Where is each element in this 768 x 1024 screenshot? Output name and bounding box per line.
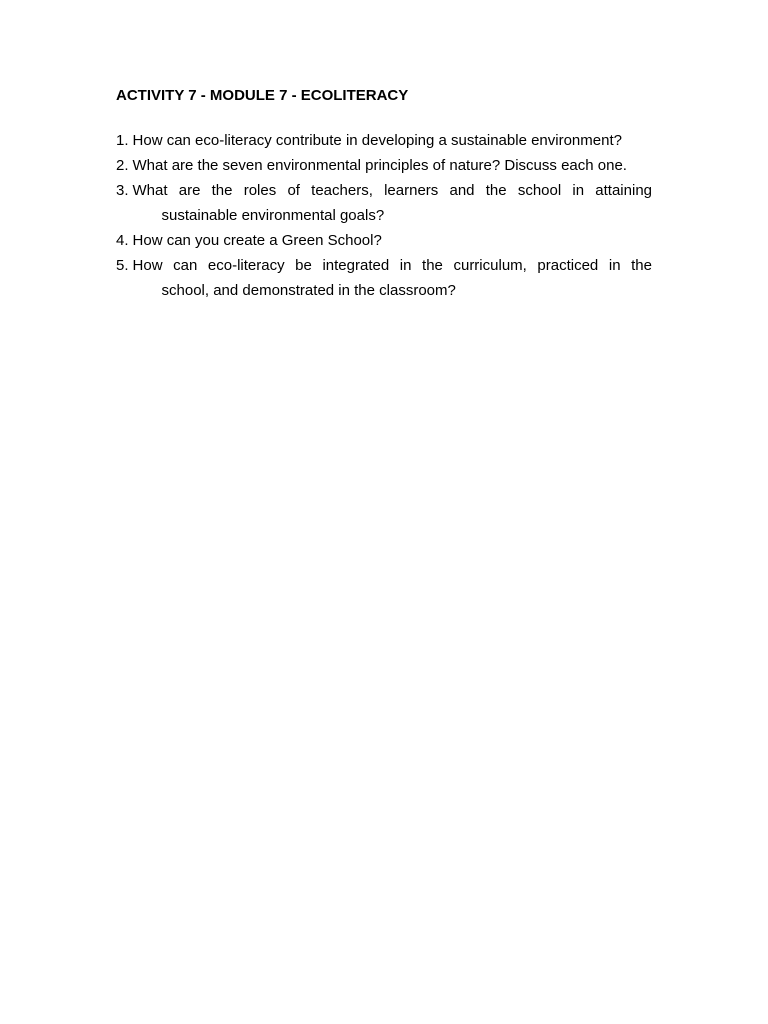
question-line: How can eco-literacy be integrated in the curriculum, practiced in the — [132, 257, 652, 274]
question-number: 1. — [116, 132, 129, 149]
question-number: 3. — [116, 182, 129, 199]
question-item-3 — [116, 178, 652, 228]
question-number: 4. — [116, 232, 129, 249]
question-line: What are the roles of teachers, learners and the school in attaining — [132, 182, 652, 199]
question-text: How can eco-literacy contribute in developing a sustainable environment? — [132, 132, 622, 149]
question-item-1 — [116, 128, 652, 153]
activity-title: ACTIVITY 7 - MODULE 7 - ECOLITERACY — [116, 87, 409, 104]
question-number: 5. — [116, 257, 129, 274]
question-continuation-line: sustainable environmental goals? — [161, 207, 385, 224]
question-list — [116, 128, 652, 303]
question-text — [133, 253, 652, 303]
question-number: 2. — [116, 157, 129, 174]
question-text: What are the seven environmental principles of nature? Discuss each one. — [132, 157, 627, 174]
question-text — [133, 178, 652, 228]
question-item-4 — [116, 228, 652, 253]
question-text: How can you create a Green School? — [132, 232, 382, 249]
question-item-5 — [116, 253, 652, 303]
question-item-2 — [116, 153, 652, 178]
question-continuation-line: school, and demonstrated in the classroom? — [161, 282, 456, 299]
